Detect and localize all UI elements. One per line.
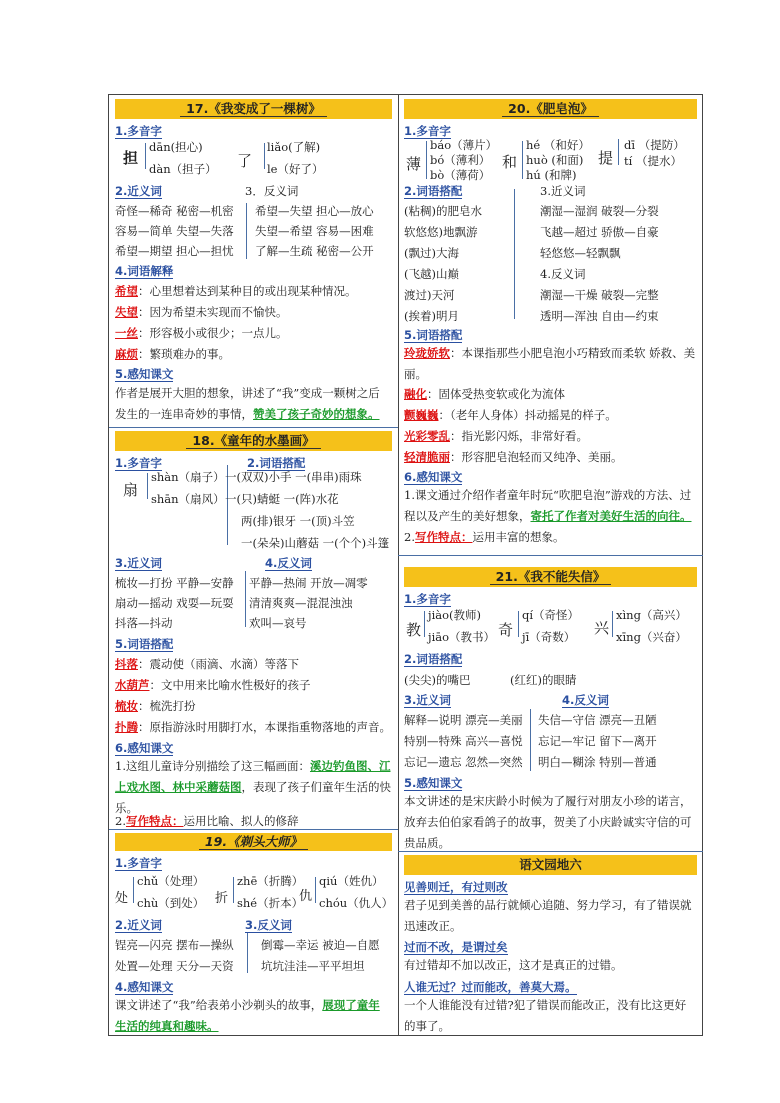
right-column — [398, 95, 703, 1035]
l18-syn-row: 抖落—抖动 — [115, 616, 173, 630]
bracket — [145, 143, 146, 169]
l18-ant-row: 平静—热闹 开放—凋零 — [249, 576, 368, 590]
l19-chu2: chù（到处） — [137, 896, 205, 910]
l17-polyphone-heading: 1.多音字 — [115, 124, 162, 138]
l17-le1: liǎo(了解) — [267, 140, 321, 154]
l20-colloc-heading: 2.词语搭配 — [404, 184, 463, 198]
l21-polyphone-heading: 1.多音字 — [404, 592, 451, 606]
l20-def: 融化：固体受热变软或化为流体 — [404, 387, 565, 401]
l21-jiao1: jiào(教师) — [428, 608, 481, 622]
separator — [398, 555, 703, 556]
divider — [530, 709, 531, 771]
l18-def: 抖落：震动使（雨滴、水滴）等落下 — [115, 657, 299, 671]
l20-colloc-row: 渡过)天河 — [404, 288, 455, 302]
lesson-21-title: 21.《我不能失信》 — [404, 567, 697, 587]
l21-char-jiao: 教 — [406, 621, 422, 639]
l20-char-ti: 提 — [598, 149, 614, 167]
l17-ant-row: 失望—希望 容易—困难 — [255, 224, 374, 238]
l18-summary-heading: 6.感知课文 — [115, 741, 174, 755]
bracket — [147, 473, 148, 499]
l17-char-dan: 担 — [123, 149, 139, 167]
l17-definition-heading: 4.词语解释 — [115, 264, 174, 278]
l21-char-xing: 兴 — [594, 619, 610, 637]
l21-ant-row: 失信—守信 漂亮—丑陋 — [538, 713, 657, 727]
l21-ant-row: 明白—糊涂 特别—普通 — [538, 755, 657, 769]
l19-char-zhe: 折 — [215, 891, 229, 906]
l20-bao1: báo（薄片） — [430, 138, 498, 152]
divider — [514, 189, 515, 319]
lesson-19-title: 19.《剃头大师》 — [115, 833, 392, 851]
yw6-item-heading: 人谁无过？过而能改，善莫大焉。 — [404, 980, 577, 994]
bracket — [315, 877, 316, 903]
bracket — [618, 139, 619, 165]
l20-ant-row: 潮湿—干燥 破裂—完整 — [540, 288, 659, 302]
l18-def: 水葫芦：文中用来比喻水性极好的孩子 — [115, 678, 311, 692]
l18-synonym-heading: 3.近义词 — [115, 556, 162, 570]
l18-colloc-row: 一(只)蜻蜓 一(阵)水花 — [225, 492, 339, 506]
l18-char-shan: 扇 — [123, 481, 139, 499]
l21-char-qi: 奇 — [498, 621, 514, 639]
l19-chu1: chǔ（处理） — [137, 874, 205, 888]
l18-antonym-heading: 4.反义词 — [265, 556, 312, 570]
l21-qi2: jī（奇数） — [522, 630, 576, 644]
bracket — [426, 141, 427, 179]
l20-he3: hú (和牌) — [526, 168, 577, 182]
bracket — [424, 611, 425, 637]
l21-syn-row: 解释—说明 漂亮—美丽 — [404, 713, 523, 727]
l20-def: 颤巍巍：（老年人身体）抖动摇晃的样子。 — [404, 408, 617, 422]
worksheet-page — [108, 94, 703, 1036]
l17-def: 希望：心里想着达到某种目的或出现某种情况。 — [115, 284, 357, 298]
l20-char-bao: 薄 — [406, 155, 422, 173]
l17-def: 一丝：形容极小或很少；一点儿。 — [115, 326, 288, 340]
bracket — [518, 611, 519, 637]
bracket — [133, 877, 134, 903]
l21-syn-row: 忘记—遗忘 忽然—突然 — [404, 755, 523, 769]
l17-ant-row: 了解—生疏 秘密—公开 — [255, 244, 374, 258]
left-column — [109, 95, 399, 1035]
l20-colloc-row: (挨着)明月 — [404, 309, 459, 323]
l18-polyphone-heading: 1.多音字 — [115, 456, 162, 470]
l18-def: 扑腾：原指游泳时用脚打水，本课指重物落地的声音。 — [115, 720, 391, 734]
l21-syn-row: 特别—特殊 高兴—喜悦 — [404, 734, 523, 748]
separator — [109, 427, 398, 428]
bracket — [264, 143, 265, 169]
l19-summary: 课文讲述了“我”给表弟小沙剃头的故事，展现了童年生活的纯真和趣味。 — [115, 998, 380, 1033]
l18-ant-row: 清清爽爽—混混浊浊 — [249, 596, 353, 610]
yw6-item-text: 君子见到美善的品行就倾心追随、努力学习，有了错误就迅速改正。 — [404, 898, 692, 933]
l21-summary: 本文讲述的是宋庆龄小时候为了履行对朋友小珍的诺言，放弃去伯伯家看鸽子的故事，贺美了小庆龄诚实守信的可贵品质。 — [404, 794, 692, 850]
l17-antonym-heading: 3．反义词 — [245, 184, 299, 198]
l18-summary: 1.这组儿童诗分别描绘了这三幅画面：溪边钓鱼图、江上戏水图、林中采蘑菇图，表现了孩子们童年生活的快乐。 — [115, 759, 391, 815]
l18-shan1: shàn（扇子） — [151, 470, 225, 484]
l20-def: 轻清脆丽：形容肥皂泡轻而又纯净、美丽。 — [404, 450, 623, 464]
l21-colloc-heading: 2.词语搭配 — [404, 652, 463, 666]
l20-summary-heading: 6.感知课文 — [404, 470, 463, 484]
l17-char-le: 了 — [237, 152, 253, 170]
l17-ant-row: 希望—失望 担心—放心 — [255, 204, 374, 218]
l20-bao3: bò（薄荷） — [430, 168, 491, 182]
l20-def: 玲珑娇软：本课指那些小肥皂泡小巧精致而柔软 娇救、美丽。 — [404, 346, 696, 381]
l21-antonym-heading: 4.反义词 — [562, 693, 609, 707]
l20-colloc-row: (粘稠)的肥皂水 — [404, 204, 482, 218]
l19-antonym-heading: 3.反义词 — [245, 918, 292, 932]
l21-qi1: qí（奇怪） — [522, 608, 580, 622]
l20-he2: huò (和面) — [526, 153, 584, 167]
l17-synonym-heading: 2.近义词 — [115, 184, 162, 198]
l20-ti1: dī （提防） — [624, 138, 685, 152]
separator — [109, 829, 398, 830]
l18-colloc-row: 一(双双)小手 一(串串)雨珠 — [225, 470, 362, 484]
l19-char-qiu: 仇 — [299, 889, 313, 904]
yw6-item-text: 一个人谁能没有过错?犯了错误而能改正，没有比这更好的事了。 — [404, 998, 687, 1033]
l18-shan2: shān（扇风） — [151, 492, 225, 506]
l20-colloc-row: (飘过)大海 — [404, 246, 459, 260]
l18-syn-row: 梳妆—打扮 平静—安静 — [115, 576, 234, 590]
separator — [398, 851, 703, 852]
lesson-18-title: 18.《童年的水墨画》 — [115, 431, 392, 451]
l17-summary-heading: 5.感知课文 — [115, 367, 174, 381]
l17-dan2: dàn（担子） — [149, 162, 217, 176]
divider — [247, 933, 248, 973]
l20-colloc-row: 软悠悠)地飘游 — [404, 225, 478, 239]
l21-colloc: (尖尖)的嘴巴 — [404, 673, 471, 687]
bracket — [612, 611, 613, 637]
l20-antonym-heading: 4.反义词 — [540, 267, 586, 281]
l19-polyphone-heading: 1.多音字 — [115, 856, 162, 870]
lesson-20-title: 20.《肥皂泡》 — [404, 99, 697, 119]
l21-xing2: xīng（兴奋） — [616, 630, 687, 644]
l20-definition-heading: 5.词语搭配 — [404, 328, 463, 342]
divider — [245, 571, 246, 627]
l20-ti2: tí （提水） — [624, 154, 682, 168]
l21-ant-row: 忘记—牢记 留下—离开 — [538, 734, 657, 748]
l18-colloc-row: 一(朵朵)山蘑菇 一(个个)斗篷 — [241, 536, 390, 550]
l20-colloc-row: (飞越)山巅 — [404, 267, 459, 281]
l17-syn-row: 容易—简单 失望—失落 — [115, 224, 234, 238]
l18-feature: 2.写作特点：运用比喻、拟人的修辞 — [115, 814, 299, 828]
l19-char-chu: 处 — [115, 891, 129, 906]
l20-he1: hé （和好） — [526, 138, 590, 152]
l20-def: 光彩零乱：指光影闪烁，非常好看。 — [404, 429, 588, 443]
l20-synonym-heading: 3.近义词 — [540, 184, 586, 198]
l17-le2: le（好了） — [267, 162, 324, 176]
bracket — [522, 141, 523, 179]
l19-ant-row: 坑坑洼洼—平平坦坦 — [261, 959, 365, 973]
l19-syn-row: 锃亮—闪亮 摆布—操纵 — [115, 938, 234, 952]
l18-syn-row: 扇动—摇动 戏耍—玩耍 — [115, 596, 234, 610]
l19-qiu1: qiú（姓仇） — [319, 874, 384, 888]
l17-syn-row: 希望—期望 担心—担忧 — [115, 244, 234, 258]
l20-syn-row: 轻悠悠—轻飘飘 — [540, 246, 621, 260]
l20-polyphone-heading: 1.多音字 — [404, 124, 451, 138]
l20-char-he: 和 — [502, 153, 518, 171]
l20-syn-row: 飞越—超过 骄傲—自豪 — [540, 225, 659, 239]
l18-colloc-heading: 2.词语搭配 — [247, 456, 306, 470]
l19-qiu2: chóu（仇人） — [319, 896, 394, 910]
l20-feature: 2.写作特点：运用丰富的想象。 — [404, 530, 565, 544]
l20-bao2: bó（薄利） — [430, 153, 491, 167]
l18-definition-heading: 5.词语搭配 — [115, 637, 174, 651]
yuwen-garden-title: 语文园地六 — [404, 855, 697, 875]
l17-def: 麻烦：繁琐难办的事。 — [115, 347, 230, 361]
l18-colloc-row: 两(排)银牙 一(顶)斗笠 — [241, 514, 355, 528]
l21-xing1: xìng（高兴） — [616, 608, 687, 622]
l18-ant-row: 欢叫—哀号 — [249, 616, 307, 630]
yw6-item-heading: 见善则迁，有过则改 — [404, 880, 508, 894]
l19-ant-row: 倒霉—幸运 被迫—自愿 — [261, 938, 380, 952]
l19-zhe1: zhē（折腾） — [237, 874, 304, 888]
l19-summary-heading: 4.感知课文 — [115, 980, 174, 994]
l17-summary: 作者是展开大胆的想象，讲述了“我”变成一颗树之后发生的一连串奇妙的事情，赞美了孩子奇妙的想象。 — [115, 386, 380, 421]
l21-synonym-heading: 3.近义词 — [404, 693, 451, 707]
bracket — [233, 877, 234, 903]
l17-dan1: dān(担心) — [149, 140, 203, 154]
l19-zhe2: shé（折本） — [237, 896, 304, 910]
l17-syn-row: 奇怪—稀奇 秘密—机密 — [115, 204, 234, 218]
lesson-17-title: 17.《我变成了一棵树》 — [115, 99, 392, 119]
l20-syn-row: 潮湿—湿润 破裂—分裂 — [540, 204, 659, 218]
l20-ant-row: 透明—浑浊 自由—约束 — [540, 309, 659, 323]
l17-def: 失望：因为希望未实现而不愉快。 — [115, 305, 288, 319]
l21-colloc: (红红)的眼睛 — [510, 673, 577, 687]
divider — [246, 203, 247, 259]
yw6-item-text: 有过错却不加以改正，这才是真正的过错。 — [404, 958, 623, 972]
l21-jiao2: jiāo（教书） — [428, 630, 496, 644]
l19-synonym-heading: 2.近义词 — [115, 918, 162, 932]
l21-summary-heading: 5.感知课文 — [404, 776, 463, 790]
l20-summary: 1.课文通过介绍作者童年时玩“吹肥皂泡”游戏的方法、过程以及产生的美好想象，寄托了作者对美好生活的向往。 — [404, 488, 692, 523]
l19-syn-row: 处置—处理 天分—天资 — [115, 959, 234, 973]
l18-def: 梳妆：梳洗打扮 — [115, 699, 196, 713]
yw6-item-heading: 过而不改，是谓过矣 — [404, 940, 508, 954]
